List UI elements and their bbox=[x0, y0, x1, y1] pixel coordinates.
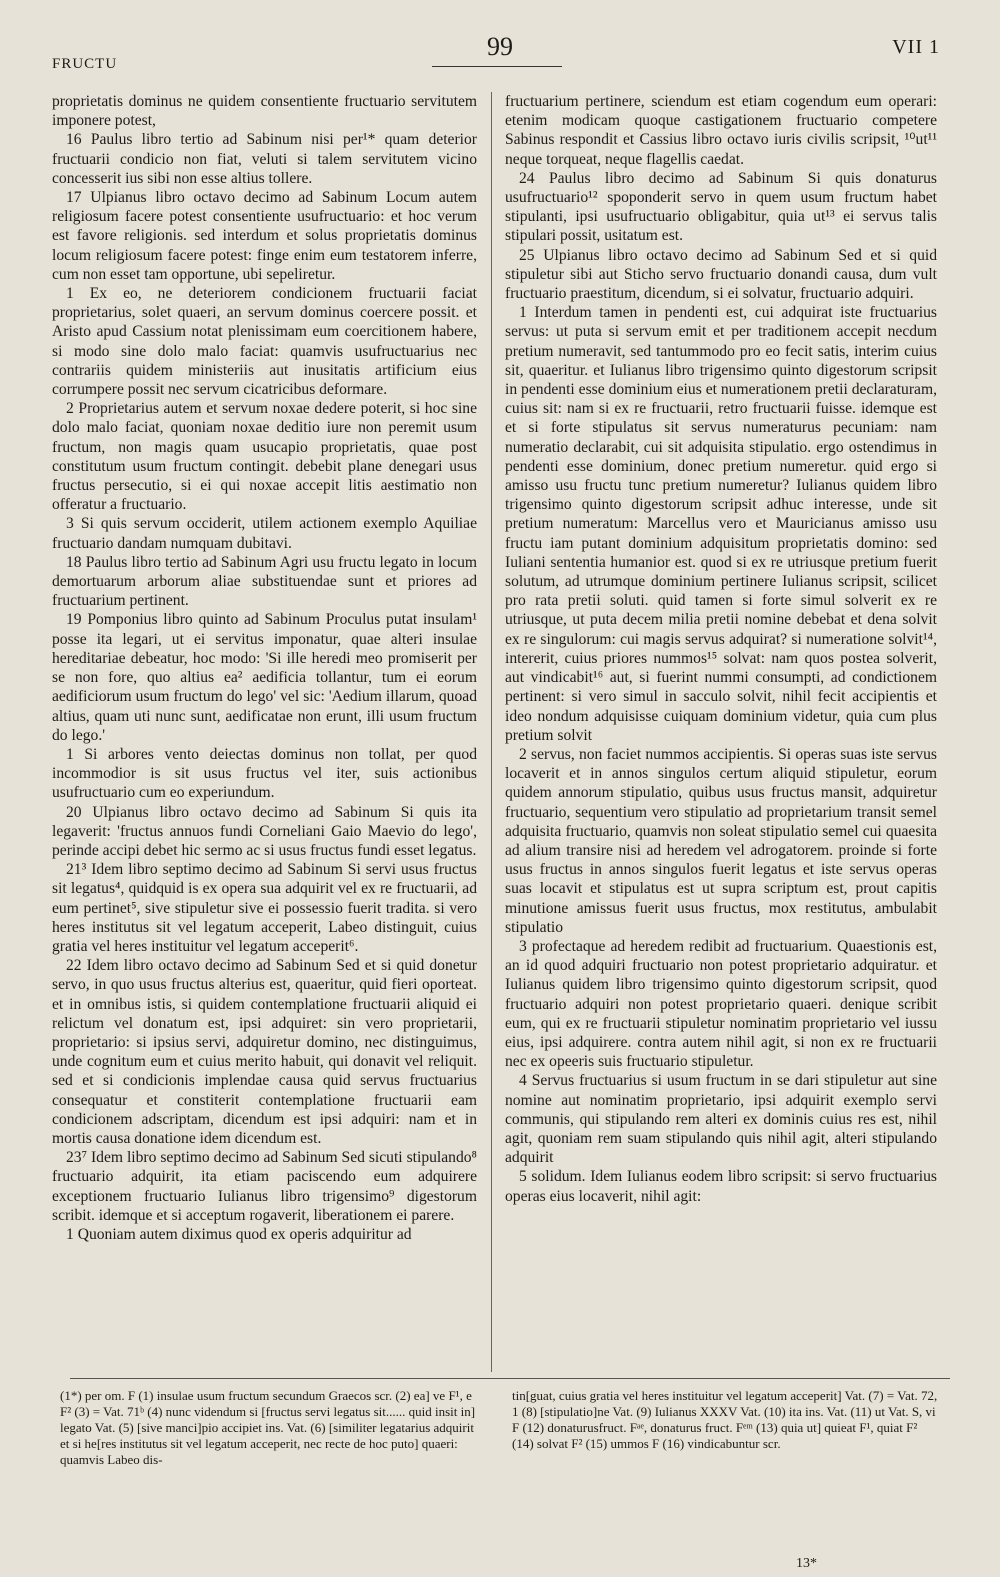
footnote-text: (1*) per om. F (1) insulae usum fructum secundum Graecos scr. (2) ea] ve F¹, e F² (3) = Vat. 71ᵇ (4) nunc videndum si [fructus servi legatus sit...... quid insit in] legato Vat. (5) [sive manci]pio accipiet ins. Vat. (6) [similiter legatarius adquirit et si he[res institutus sit vel legatum acceperit, nec recte de hoc puto] quaeri: quamvis Labeo dis- bbox=[60, 1388, 476, 1467]
paragraph: 25 Ulpianus libro octavo decimo ad Sabinum Sed et si quid stipuletur sibi aut Sticho servo fructuario donandi causa, dum vult fructuario praestitum, dicendum, si ei solvatur, fructuario adquiri. bbox=[505, 246, 937, 303]
paragraph: 2 Proprietarius autem et servum noxae dedere poterit, si hoc sine dolo malo faciat, quoniam noxae deditio iure non peremit usum fructum, non magis quam usucapio proprietatis, quae post constitutum usum fructum contingit. debebit plane denegari usus fructus persecutio, si ei qui noxae accepit litis aestimatio non offeratur a fructuario. bbox=[52, 400, 477, 514]
paragraph: 22 Idem libro octavo decimo ad Sabinum Sed et si quid donetur servo, in quo usus fructus alterius est, quaeritur, quid fieri oporteat. et in omnibus istis, si quidem contemplatione fructuarii aliquid ei relictum vel donatum est, ipsi adquiret: sin vero proprietarii, proprietario: si ipsius servi, adquiretur domino, nec distinguimus, unde cognitum eum et cuius merito habuit, qui donavit vel reliquit. sed et si condicionis implendae causa quid servus fructuarius consequatur et constiterit contemplatione fructuarii eam condicionem adscriptam, dicendum est ipsi adquiri: nam et in mortis causa donatione idem dicendum est. bbox=[52, 957, 477, 1147]
header-rule bbox=[432, 66, 562, 67]
paragraph: 19 Pomponius libro quinto ad Sabinum Proculus putat insulam¹ posse ita legari, ut ei servitus imponatur, quae alteri insulae hereditariae debeatur, hoc modo: 'Si ille heredi meo promiserit per se non fore, quo altius ea² aedificia tollantur, tum ei eorum aedificiorum usum fructum do lego' vel sic: 'Aedium illarum, quoad altius, quam uti nunc sunt, aedificatae non erunt, illi usum fructum do lego.' bbox=[52, 611, 477, 744]
footnotes-right bbox=[512, 1388, 942, 1452]
footnote-text: tin[guat, cuius gratia vel heres instituitur vel legatum acceperit] Vat. (7) = Vat. 72, 1 (8) [stipulatio]ne Vat. (9) Iulianus XXXV Vat. (10) ita ins. Vat. (11) ut Vat. S, vi F (12) donaturusfruct. Fᵃᵉ, donaturus fruct. Fᵉᵐ (13) quia ut] quieat F¹, quiat F² (14) solvat F² (15) ummos F (16) vindicabuntur scr. bbox=[512, 1388, 938, 1451]
right-column bbox=[505, 92, 937, 1206]
paragraph: 23⁷ Idem libro septimo decimo ad Sabinum Sed sicuti stipulando⁸ fructuario adquirit, ita etiam paciscendo eum adquirere exceptionem fructuario Iulianus libro trigensimo⁹ digestorum scribit. idemque et si acceptum rogaverit, liberationem ei parere. bbox=[52, 1149, 477, 1224]
running-head-left: FRUCTU bbox=[52, 56, 118, 72]
paragraph: 1 Quoniam autem diximus quod ex operis adquiritur ad bbox=[66, 1225, 412, 1243]
paragraph: 21³ Idem libro septimo decimo ad Sabinum Si servi usus fructus sit legatus⁴, quidquid is ex opera sua adquirit vel ex re fructuarii, ad eum pertinet⁵, sive stipuletur sive ei possessio fuerit tradita. si vero heres institutus sit vel legatum acceperit, Labeo distinguit, cuius gratia vel heres instituitur vel legatum acceperit⁶. bbox=[52, 861, 477, 955]
footnote-rule bbox=[70, 1378, 950, 1379]
column-divider bbox=[491, 92, 492, 1372]
paragraph: proprietatis dominus ne quidem consentiente fructuario servitutem imponere potest, bbox=[52, 93, 477, 130]
paragraph: 1 Ex eo, ne deteriorem condicionem fructuarii faciat proprietarius, solet quaeri, an servum dominus coercere possit. et Aristo apud Cassium notat plenissimam eum coercitionem habere, si modo sine dolo malo faciat: quamvis usufructuarius nec contrariis quidem ministeriis aut inusitatis artificium eius corrumpere possit nec servum cicatricibus deformare. bbox=[52, 285, 477, 399]
paragraph: 3 Si quis servum occiderit, utilem actionem exemplo Aquiliae fructuario dandam numquam dubitavi. bbox=[52, 515, 477, 552]
paragraph: 16 Paulus libro tertio ad Sabinum nisi per¹* quam deterior fructuarii condicio non fiat, veluti si talem servitutem vicino concesserit ius sibi non esse altius tollere. bbox=[52, 131, 477, 187]
paragraph: 5 solidum. Idem Iulianus eodem libro scripsit: si servo fructuarius operas eius locaverit, nihil agit: bbox=[505, 1168, 937, 1205]
signature-mark: 13* bbox=[796, 1556, 817, 1571]
left-column bbox=[52, 92, 477, 1244]
paragraph: 17 Ulpianus libro octavo decimo ad Sabinum Locum autem religiosum facere potest consentiente usufructuario: et hoc verum est favore religionis. sed interdum et solus proprietatis dominus locum religiosum facere potest: finge enim eum testatorem inferre, cum non esset tam opportune, ubi sepeliretur. bbox=[52, 189, 477, 283]
paragraph: 24 Paulus libro decimo ad Sabinum Si quis donaturus usufructuario¹² spoponderit servo in quem usum fructum habet stipulanti, ipsi usufructuario obligabitur, quia ut¹³ ei servus talis stipulari possit, usitatum est. bbox=[505, 169, 937, 245]
running-head-right: VII 1 bbox=[892, 36, 940, 58]
paragraph: 3 profectaque ad heredem redibit ad fructuarium. Quaestionis est, an id quod adquiri fructuario non potest proprietario adquiratur. et Iulianus quidem libro trigensimo quinto digestorum scripsit, quod fructuario adquiri non potest proprietario quaeri. denique scribit eum, qui ex re fructuarii stipuletur nominatim proprietario vel iussu eius, ipsi adquirere. contra autem nihil agit, si non ex re fructuarii nec ex opeeris suis fructuario stipuletur. bbox=[505, 937, 937, 1071]
paragraph: 1 Interdum tamen in pendenti est, cui adquirat iste fructuarius servus: ut puta si servum emit et per traditionem accepit necdum pretium numeravit, sed tantummodo pro eo fecit satis, interim cuius sit, quaeritur. et Iulianus libro trigensimo quinto digestorum scripsit in pendenti esse dominium eius et numerationem pretii declaraturam, cuius sit: nam si ex re fructuarii, retro fructuarii fuisse. idemque est et si forte stipulatus sit servus numeraturus pecuniam: nam numeratio declarabit, cui sit adquisita stipulatio. ergo ostendimus in pendenti esse dominium, donec pretium numeretur. quid ergo si amisso usu fructu tunc pretium numeretur? Iulianus quidem libro trigensimo quinto digestorum scripsit adhuc interesse, unde sit pretium numeratum: Marcellus vero et Mauricianus amisso usu fructu iam putant dominium adquisitum proprietatis domino: sed Iuliani sententia humanior est. quod si ex re utriusque pretium fuerit solutum, ad utrumque dominium pertinere Iulianus scripsit, scilicet pro rata pretii soluti. quid tamen si forte simul solverit ex re utriusque, ut puta decem milia pretii nomine debebat et dena solvit ex re singulorum: cui magis servus adquirat? si numeratione solvit¹⁴, intererit, cuius priores nummos¹⁵ solvat: nam quos postea solverit, aut vindicabit¹⁶ aut, si fuerint nummi consumpti, ad condictionem pertinent: si vero simul in sacculo solvit, nihil fecit accipientis et ideo nondum adquisisse cuiquam dominium videtur, quia cum plus pretium solvit bbox=[505, 304, 937, 744]
footnotes-left bbox=[60, 1388, 480, 1468]
paragraph: 4 Servus fructuarius si usum fructum in se dari stipuletur aut sine nomine aut nominatim proprietario, ipsi adquirit exemplo servi communis, qui stipulando rem alteri ex dominis cuius res est, nihil agit, quoniam rem suam stipulando quis nihil agit, alteri stipulando adquirit bbox=[505, 1072, 937, 1167]
paragraph: 2 servus, non faciet nummos accipientis. Si operas suas iste servus locaverit et in annos singulos certum aliquid stipuletur, eorum quidem annorum stipulatio, quibus usus fructus mansit, adquiretur fructuario, sequentium vero stipulatio ad proprietarium transit semel adquisita fructuario, quamvis non soleat stipulatio semel cui quaesita ad alium transire nisi ad heredem vel adrogatorem. proinde si forte usus fructus in annos singulos fuerit legatus et iste servus operas suas locavit et stipulatus est ut supra scriptum est, prout capitis minutione amissus fuerit usus fructus, mox restitutus, ambulabit stipulatio bbox=[505, 745, 937, 936]
paragraph: 20 Ulpianus libro octavo decimo ad Sabinum Si quis ita legaverit: 'fructus annuos fundi Corneliani Gaio Maevio do lego', perinde accipi debet hic sermo ac si usus fructus fundi esset legatus. bbox=[52, 803, 477, 859]
page-number: 99 bbox=[487, 32, 513, 61]
paragraph: 1 Si arbores vento deiectas dominus non tollat, per quod incommodior is sit usus fructus vel iter, suis actionibus usufructuario cum eo experiundum. bbox=[52, 745, 477, 802]
paragraph: 18 Paulus libro tertio ad Sabinum Agri usu fructu legato in locum demortuarum arborum aliae substituendae sunt et priores ad fructuarium pertinent. bbox=[52, 553, 477, 610]
paragraph: fructuarium pertinere, sciendum est etiam cogendum eum operari: etenim modicam quoque castigationem fructuario competere Sabinus respondit et Cassius libro octavo iuris civilis scripsit, ¹⁰ut¹¹ neque torqueat, neque flagellis caedat. bbox=[505, 93, 937, 168]
